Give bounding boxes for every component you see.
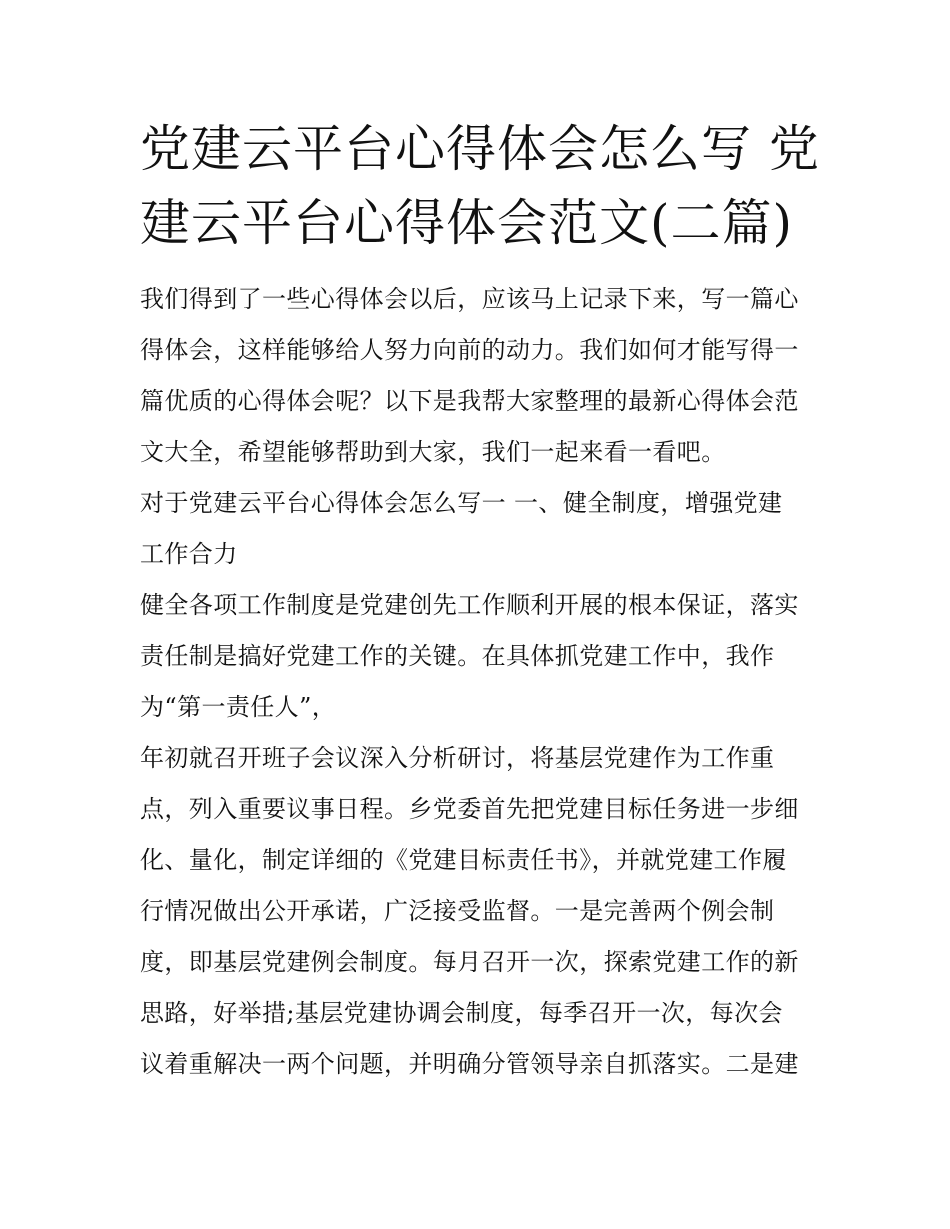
title-line: 党建云平台心得体会怎么写 党 bbox=[140, 120, 820, 178]
text-line: 篇优质的心得体会呢？以下是我帮大家整理的最新心得体会范 bbox=[140, 387, 799, 415]
paragraph-intro bbox=[140, 274, 820, 478]
title-line: 建云平台心得体会范文(二篇) bbox=[140, 194, 794, 252]
text-line: 议着重解决一两个问题，并明确分管领导亲自抓落实。二是建 bbox=[140, 1050, 799, 1078]
text-line: 思路，好举措;基层党建协调会制度，每季召开一次，每次会 bbox=[140, 999, 783, 1027]
text-line: 文大全，希望能够帮助到大家，我们一起来看一看吧。 bbox=[140, 438, 726, 466]
text-line: 度，即基层党建例会制度。每月召开一次，探索党建工作的新 bbox=[140, 948, 799, 976]
paragraph-responsibility bbox=[140, 580, 820, 733]
text-line: 健全各项工作制度是党建创先工作顺利开展的根本保证，落实 bbox=[140, 591, 799, 619]
text-line: 得体会，这样能够给人努力向前的动力。我们如何才能写得一 bbox=[140, 336, 799, 364]
document-title bbox=[140, 112, 820, 260]
text-line: 工作合力 bbox=[140, 540, 238, 568]
text-line: 对于党建云平台心得体会怎么写一 一、健全制度，增强党建 bbox=[140, 489, 783, 517]
text-line: 责任制是搞好党建工作的关键。在具体抓党建工作中，我作 bbox=[140, 642, 775, 670]
text-line: 年初就召开班子会议深入分析研讨，将基层党建作为工作重 bbox=[140, 744, 775, 772]
text-line: 我们得到了一些心得体会以后，应该马上记录下来，写一篇心 bbox=[140, 285, 799, 313]
paragraph-section-heading bbox=[140, 478, 820, 580]
text-line: 行情况做出公开承诺，广泛接受监督。一是完善两个例会制 bbox=[140, 897, 775, 925]
text-line: 点，列入重要议事日程。乡党委首先把党建目标任务进一步细 bbox=[140, 795, 799, 823]
text-line: 为“第一责任人”， bbox=[140, 693, 337, 721]
text-line: 化、量化，制定详细的《党建目标责任书》，并就党建工作履 bbox=[140, 846, 787, 874]
paragraph-meetings bbox=[140, 733, 820, 1090]
document-body bbox=[140, 274, 820, 1090]
